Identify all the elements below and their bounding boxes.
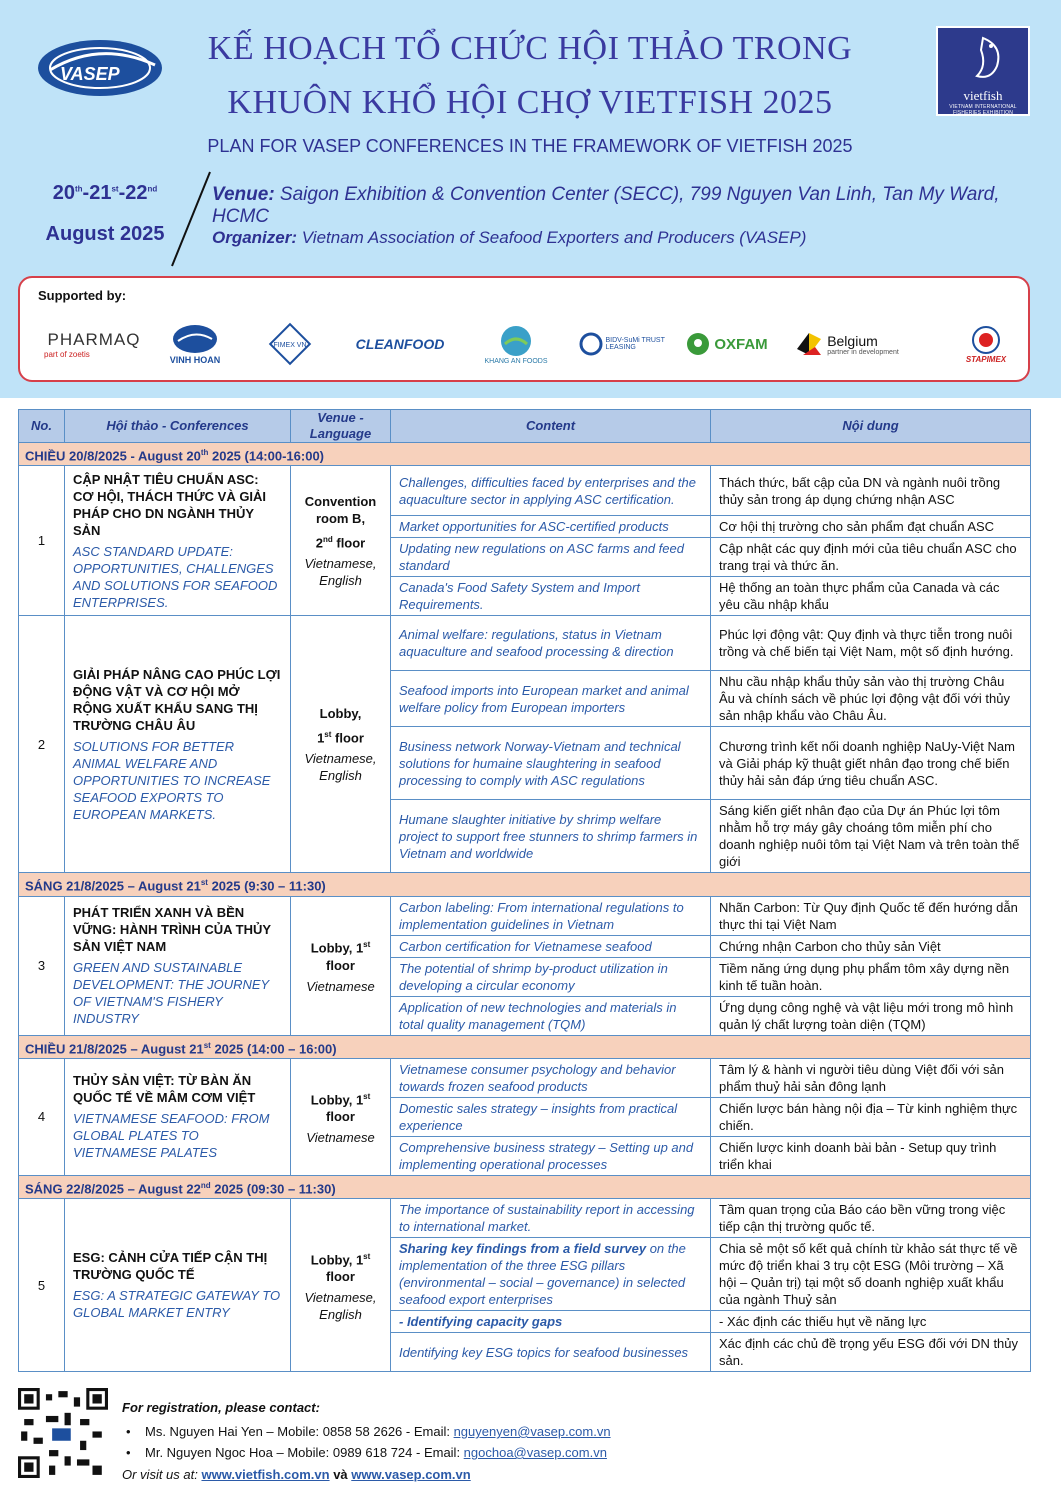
noidung-cell: Cơ hội thị trường cho sản phẩm đạt chuẩn ASC [711,516,1031,538]
sponsor-pharmaq: PHARMAQ part of zoetis [44,329,141,359]
content-cell: Domestic sales strategy – insights from practical experience [391,1097,711,1136]
noidung-cell: Hệ thống an toàn thực phẩm của Canada và các yêu cầu nhập khẩu [711,577,1031,616]
row-number: 4 [19,1058,65,1175]
row-number: 3 [19,896,65,1035]
noidung-cell: Ứng dụng công nghệ và vật liệu mới trong mô hình quản lý chất lượng toàn diện (TQM) [711,996,1031,1035]
contact-section [18,1388,1030,1488]
email-link-yen[interactable]: nguyenyen@vasep.com.vn [453,1424,611,1439]
content-cell: Updating new regulations on ASC farms and feed standard [391,538,711,577]
content-cell: Market opportunities for ASC-certified products [391,516,711,538]
content-cell: - Identifying capacity gaps [391,1311,711,1333]
content-cell: Sharing key findings from a field survey on the implementation of the three ESG pillars (environmental – social – governance) in selected seafood export enterprises [391,1238,711,1311]
vasep-url-link[interactable]: www.vasep.com.vn [351,1467,471,1482]
oxfam-icon [686,332,710,356]
content-cell: Identifying key ESG topics for seafood businesses [391,1333,711,1372]
email-link-hoa[interactable]: ngochoa@vasep.com.vn [463,1445,607,1460]
fish-icon [953,32,1013,86]
title-line-1: KẾ HOẠCH TỔ CHỨC HỘI THẢO TRONG [207,30,853,67]
content-cell: Comprehensive business strategy – Setting up and implementing operational processes [391,1136,711,1175]
content-cell: Business network Norway-Vietnam and technical solutions for humaine slaughtering in seafood processing to comply with ASC regulations [391,727,711,800]
fimex-icon [267,321,313,367]
subtitle: PLAN FOR VASEP CONFERENCES IN THE FRAMEWORK OF VIETFISH 2025 [207,136,853,156]
noidung-cell: Tiềm năng ứng dụng phụ phẩm tôm xây dựng nền kinh tế tuần hoàn. [711,957,1031,996]
sponsor-stapimex: STAPIMEX [956,318,1016,370]
session-row: CHIỀU 20/8/2025 - August 20th 2025 (14:00-16:00) [19,443,1031,466]
conference-title: GIẢI PHÁP NÂNG CAO PHÚC LỢI ĐỘNG VẬT VÀ CƠ HỘI MỞ RỘNG XUẤT KHẨU SANG THỊ TRƯỜNG CHÂU ÂU SOLUTIONS FOR BETTER ANIMAL WELFARE AND OPPORTUNITIES TO INCREASE SEAFOOD EXPORTS TO EUROPEAN MARKETS. [65,616,291,873]
noidung-cell: Chiến lược bán hàng nội địa – Từ kinh nghiệm thực chiến. [711,1097,1031,1136]
visit-line: Or visit us at: www.vietfish.com.vn và www.vasep.com.vn [122,1467,471,1482]
organizer-line: Organizer: Vietnam Association of Seafood Exporters and Producers (VASEP) [212,228,807,247]
noidung-cell: Chia sẻ một số kết quả chính từ khảo sát thực tế về mức độ triển khai 3 trụ cột ESG (Môi trường – Xã hội – Quản trị) tại một số doanh nghiệp xuất khẩu của ngành Thuỷ sản [711,1238,1031,1311]
col-header-venue: Venue - Language [291,410,391,443]
sponsor-khang-an: KHANG AN FOODS [476,318,556,370]
event-dates [30,182,180,246]
col-header-content: Content [391,410,711,443]
content-cell: Carbon certification for Vietnamese seafood [391,935,711,957]
sponsor-cleanfood: CLEANFOOD [355,336,445,352]
noidung-cell: Chứng nhận Carbon cho thủy sản Việt [711,935,1031,957]
content-cell: Carbon labeling: From international regulations to implementation guidelines in Vietnam [391,896,711,935]
content-cell: Humane slaughter initiative by shrimp welfare project to support free stunners to shrimp farmers in Vietnam and worldwide [391,800,711,873]
content-cell: The importance of sustainability report in accessing to international market. [391,1199,711,1238]
sponsor-vinh-hoan: VINH HOAN [160,318,230,370]
col-header-conferences: Hội thảo - Conferences [65,410,291,443]
sponsor-belgium: Belgium partner in development [792,318,902,370]
noidung-cell: Chương trình kết nối doanh nghiệp NaUy-Việt Nam và Giải pháp kỹ thuật giết nhân đạo trong chế biến thủy hải sản đáp ứng tiêu chuẩn ASC. [711,727,1031,800]
header-banner [0,0,1061,398]
table-row [19,616,1031,671]
noidung-cell: Nhu cầu nhập khẩu thủy sản vào thị trường Châu Âu và chính sách về phúc lợi động vật đối với thủy sản nhập khẩu vào Châu Âu. [711,671,1031,727]
belgium-icon [795,329,823,359]
conference-title: ESG: CẢNH CỬA TIẾP CẬN THỊ TRƯỜNG QUỐC TẾ ESG: A STRATEGIC GATEWAY TO GLOBAL MARKET ENTRY [65,1199,291,1372]
conference-title: CẬP NHẬT TIÊU CHUẨN ASC: CƠ HỘI, THÁCH THỨC VÀ GIẢI PHÁP CHO DN NGÀNH THỦY SẢN ASC STANDARD UPDATE: OPPORTUNITIES, CHALLENGES AND SOLUTIONS FOR SEAFOOD ENTERPRISES. [65,466,291,616]
venue-language: Lobby, 1st floor Vietnamese, English [291,1199,391,1372]
noidung-cell: Chiến lược kinh doanh bài bản - Setup quy trình triển khai [711,1136,1031,1175]
session-row: CHIỀU 21/8/2025 – August 21st 2025 (14:00 – 16:00) [19,1035,1031,1058]
content-cell: Seafood imports into European market and animal welfare policy from European importers [391,671,711,727]
stapimex-icon [969,325,1003,355]
vinh-hoan-icon [170,323,220,355]
venue-line: Venue: Saigon Exhibition & Convention Center (SECC), 799 Nguyen Van Linh, Tan My Ward, HCMC [212,184,1000,227]
sponsor-fimex [260,318,320,370]
title-line-2: KHUÔN KHỔ HỘI CHỢ VIETFISH 2025 [227,84,833,121]
noidung-cell: Xác định các chủ đề trọng yếu ESG đối với DN thủy sản. [711,1333,1031,1372]
contact-yen: • Ms. Nguyen Hai Yen – Mobile: 0858 58 2626 - Email: nguyenyen@vasep.com.vn [126,1424,611,1439]
svg-text:VASEP: VASEP [60,64,120,84]
divider-slash [168,170,218,270]
noidung-cell: Tâm lý & hành vi người tiêu dùng Việt đối với sản phẩm thuỷ hải sản đông lạnh [711,1058,1031,1097]
venue-language: Lobby, 1st floor Vietnamese, English [291,616,391,873]
conference-title: PHÁT TRIỂN XANH VÀ BỀN VỮNG: HÀNH TRÌNH CỦA THỦY SẢN VIỆT NAM GREEN AND SUSTAINABLE DEVELOPMENT: THE JOURNEY OF VIETNAM'S FISHERY INDUSTRY [65,896,291,1035]
sponsor-oxfam: OXFAM [682,318,772,370]
content-cell: Canada's Food Safety System and Import Requirements. [391,577,711,616]
noidung-cell: Sáng kiến giết nhân đạo của Dự án Phúc lợi tôm nhằm hỗ trợ máy gây choáng tôm miễn phí cho doanh nghiệp nuôi tôm tại Việt Nam và trên toàn thế giới [711,800,1031,873]
dates-line-2: August 2025 [45,223,165,245]
table-row [19,1199,1031,1238]
qr-code-icon [18,1388,108,1478]
noidung-cell: Nhãn Carbon: Từ Quy định Quốc tế đến hướng dẫn thực thi tại Việt Nam [711,896,1031,935]
noidung-cell: Cập nhật các quy định mới của tiêu chuẩn ASC cho trang trại và thức ăn. [711,538,1031,577]
content-cell: The potential of shrimp by-product utilization in developing a circular economy [391,957,711,996]
dates-line-1: 20th-21st-22nd [52,182,158,204]
noidung-cell: Thách thức, bất cập của DN và ngành nuôi trồng thủy sản trong áp dụng chứng nhận ASC [711,466,1031,516]
col-header-noidung: Nội dung [711,410,1031,443]
supported-by-label: Supported by: [38,288,127,303]
row-number: 2 [19,616,65,873]
noidung-cell: Tầm quan trọng của Báo cáo bền vững trong việc tiếp cận thị trường quốc tế. [711,1199,1031,1238]
conference-table [18,409,1030,1372]
vietfish-url-link[interactable]: www.vietfish.com.vn [201,1467,330,1482]
bidv-icon [579,332,603,356]
venue-language: Convention room B, 2nd floor Vietnamese, English [291,466,391,616]
contact-hoa: • Mr. Nguyen Ngoc Hoa – Mobile: 0989 618 724 - Email: ngochoa@vasep.com.vn [126,1445,607,1460]
content-cell: Vietnamese consumer psychology and behavior towards frozen seafood products [391,1058,711,1097]
table-row [19,466,1031,516]
table-row [19,1058,1031,1097]
supported-by-box [18,276,1030,382]
noidung-cell: - Xác định các thiếu hụt về năng lực [711,1311,1031,1333]
khang-an-icon [499,324,533,358]
col-header-no: No. [19,410,65,443]
venue-language: Lobby, 1st floor Vietnamese [291,896,391,1035]
content-cell: Application of new technologies and materials in total quality management (TQM) [391,996,711,1035]
contact-title: For registration, please contact: [122,1400,320,1415]
content-cell: Animal welfare: regulations, status in Vietnam aquaculture and seafood processing & direction [391,616,711,671]
session-row: SÁNG 21/8/2025 – August 21st 2025 (9:30 – 11:30) [19,873,1031,896]
table-header-row [19,410,1031,443]
row-number: 5 [19,1199,65,1372]
sponsor-bidv: BIDV-SuMi TRUST LEASING [572,318,672,370]
venue-language: Lobby, 1st floor Vietnamese [291,1058,391,1175]
conference-title: THỦY SẢN VIỆT: TỪ BÀN ĂN QUỐC TẾ VỀ MÂM CƠM VIỆT VIETNAMESE SEAFOOD: FROM GLOBAL PLATES TO VIETNAMESE PALATES [65,1058,291,1175]
vietfish-logo: vietfish VIETNAM INTERNATIONAL FISHERIES EXHIBITION [936,26,1030,116]
session-row: SÁNG 22/8/2025 – August 22nd 2025 (09:30 – 11:30) [19,1175,1031,1198]
vasep-logo [30,30,170,102]
noidung-cell: Phúc lợi động vật: Quy định và thực tiễn trong nuôi trồng và chế biến tại Việt Nam, một số định hướng. [711,616,1031,671]
svg-text:FIMEX VN: FIMEX VN [273,342,307,349]
row-number: 1 [19,466,65,616]
content-cell: Challenges, difficulties faced by enterprises and the aquaculture sector in applying ASC certification. [391,466,711,516]
table-row [19,896,1031,935]
